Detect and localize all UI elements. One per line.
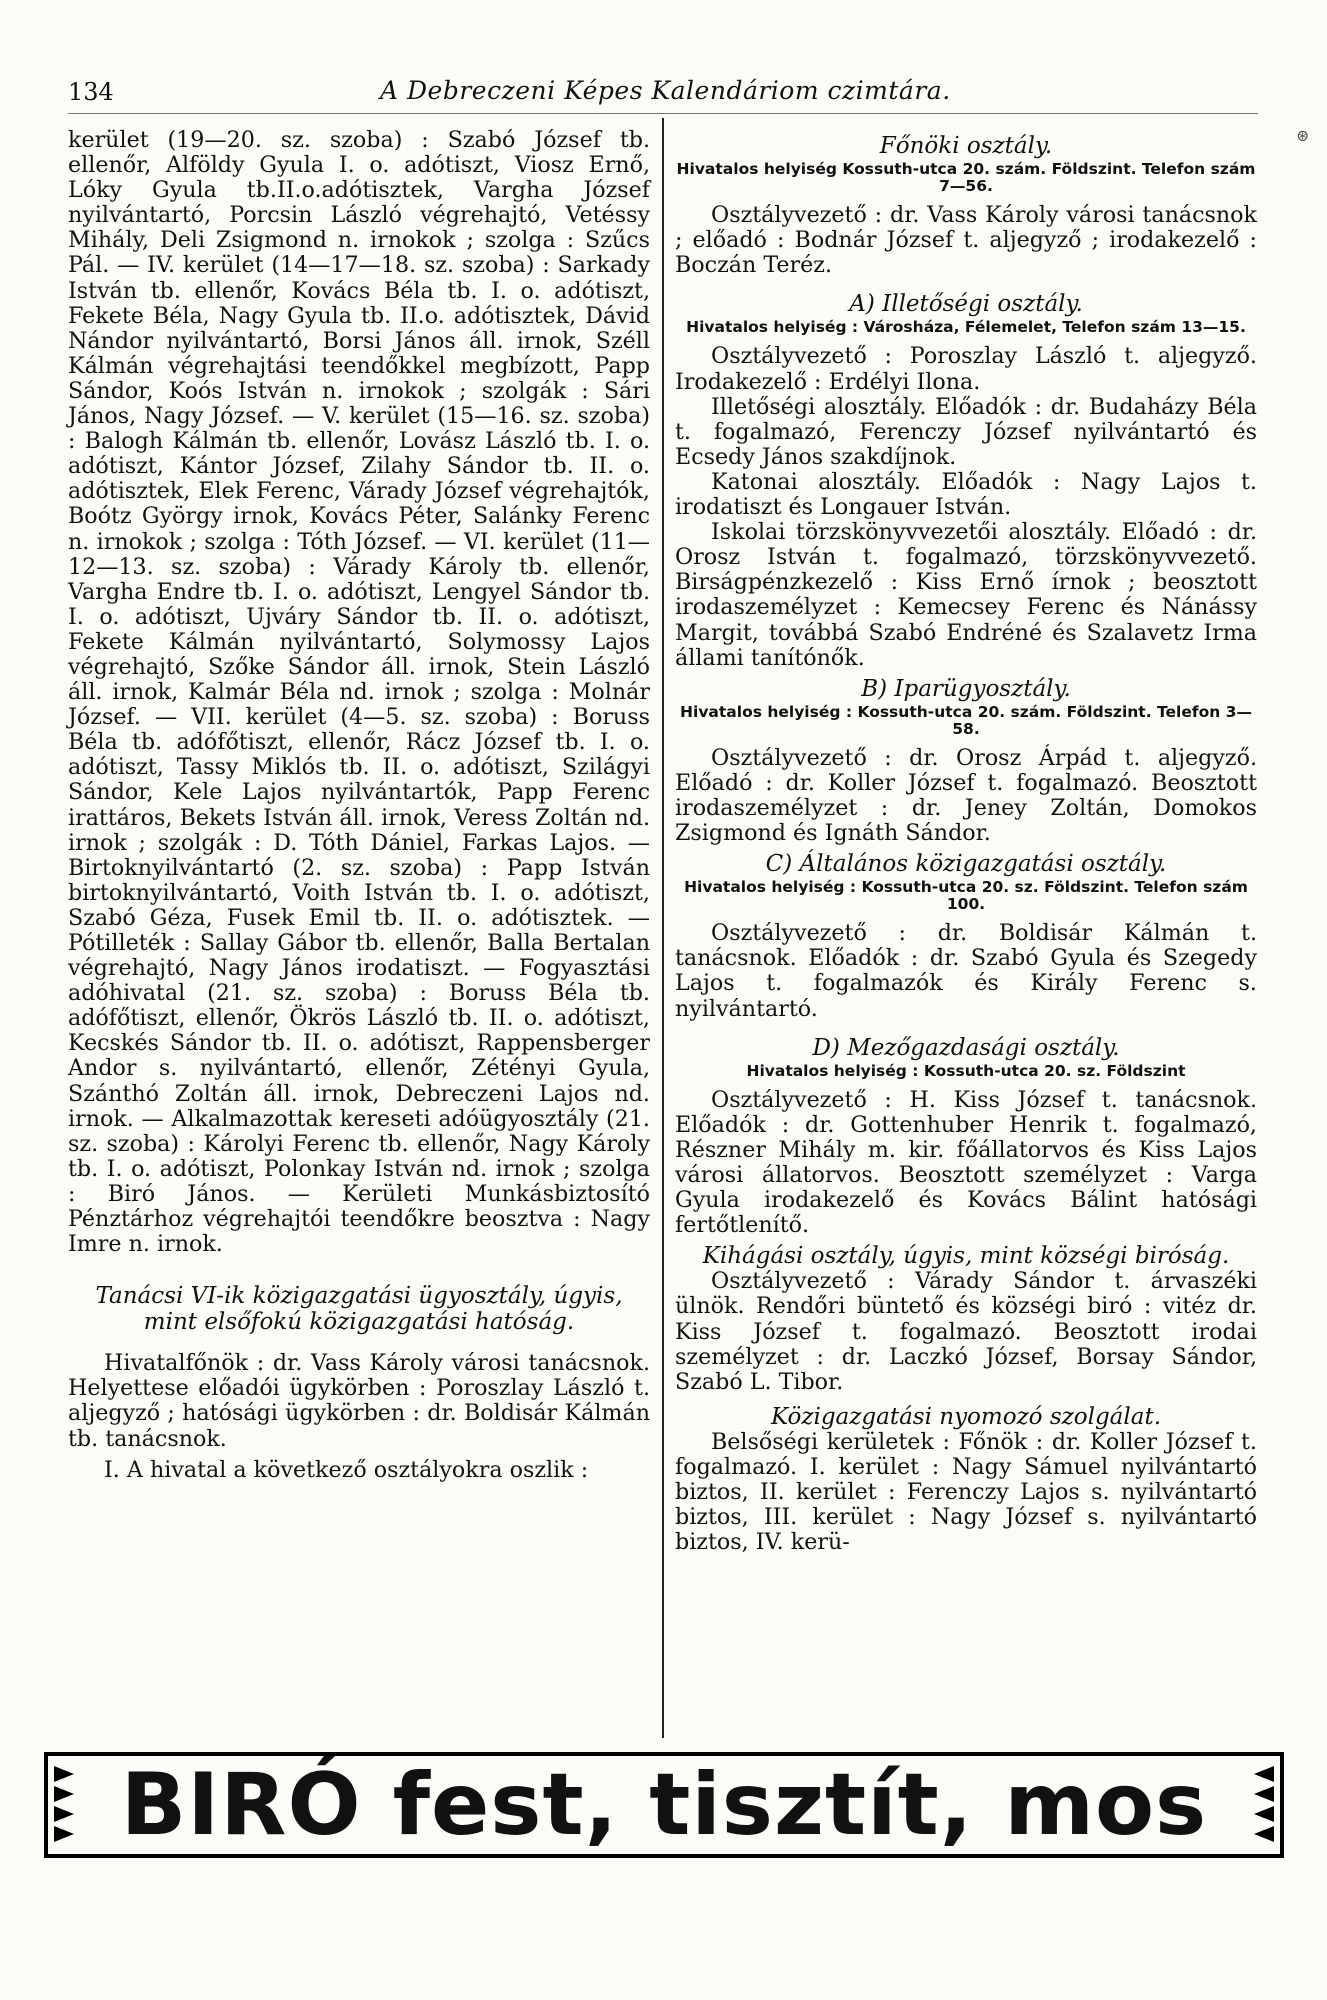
- section-paragraph: Osztályvezető : H. Kiss József t. tanácsnok. Előadók : dr. Gottenhuber Henrik t. fogalmazó, Részner Mihály m. kir. főállatorvos és Kiss Lajos városi állatorvos. Beosztott személyzet : Varga Gyula irodakezelő és Kovács Bálint hatósági fertőtlenítő.: [675, 1086, 1257, 1239]
- section-paragraph: Osztályvezető : Poroszlay László t. aljegyző. Irodakezelő : Erdélyi Ilona.: [675, 343, 1257, 395]
- running-title: A Debreczeni Képes Kalendáriom czimtára.: [380, 76, 951, 105]
- section-illetosegi: [675, 292, 1257, 670]
- section-title: C) Általános közigazgatási osztály.: [765, 851, 1167, 878]
- section-title: D) Mezőgazdasági osztály.: [812, 1034, 1120, 1061]
- section-altalanos: [675, 852, 1257, 1021]
- left-column: [68, 128, 650, 1483]
- arrow-mark-icon: [1254, 1766, 1274, 1844]
- section-paragraph: I. A hivatal a következő osztályokra oszlik :: [104, 1456, 589, 1483]
- header-rule: [68, 113, 1258, 114]
- section-paragraph: Illetőségi alosztály. Előadók : dr. Budaházy Béla t. fogalmazó, Ferenczy József nyilvántartó és Ecsedy János szakdíjnok.: [675, 393, 1257, 470]
- office-info: Hivatalos helyiség : Kossuth-utca 20. sz. Földszint. Telefon szám 100.: [684, 878, 1248, 914]
- column-divider: [662, 118, 664, 1738]
- office-info: Hivatalos helyiség : Kossuth-utca 20. szám. Földszint. Telefon 3—58.: [680, 702, 1252, 738]
- section-title: Közigazgatási nyomozó szolgálat.: [770, 1403, 1162, 1430]
- section-paragraph: Hivatalfőnök : dr. Vass Károly városi tanácsnok. Helyettese előadói ügykörben : Poroszlay László t. aljegyző ; hatósági ügykörben : dr. Boldisár Kálmán tb. tanácsnok.: [68, 1350, 650, 1452]
- section-mezogazdasagi: [675, 1036, 1257, 1239]
- section-title: A) Illetőségi osztály.: [849, 291, 1083, 318]
- section-kihagasi: [675, 1244, 1257, 1395]
- left-paragraph: kerület (19—20. sz. szoba) : Szabó József tb. ellenőr, Alföldy Gyula I. o. adótiszt, Viosz Ernő, Lóky Gyula tb.II.o.adótisztek, Vargha József nyilvántartó, Porcsin László végrehajtó, Vetéssy Mihály, Deli Zsigmond n. irnokok ; szolga : Szűcs Pál. — IV. kerület (14—17—18. sz. szoba) : Sarkady István tb. ellenőr, Kovács Béla tb. I. o. adótiszt, Fekete Béla, Nagy Gyula tb. II.o. adótisztek, Dávid Nándor nyilvántartó, Borsi János áll. irnok, Széll Kálmán végrehajtási teendőkkel megbízott, Papp Sándor, Koós István n. irnokok ; szolgák : Sári János, Nagy József. — V. kerület (15—16. sz. szoba) : Balogh Kálmán tb. ellenőr, Lovász László tb. I. o. adótiszt, Kántor József, Zilahy Sándor tb. II. o. adótisztek, Elek Ferenc, Várady József végrehajtók, Boótz György irnok, Kovács Péter, Salánky Ferenc n. irnokok ; szolga : Tóth József. — VI. kerület (11—12—13. sz. szoba) : Várady Károly tb. ellenőr, Vargha Endre tb. I. o. adótiszt, Lengyel Sándor tb. I. o. adótiszt, Ujváry Sándor tb. II. o. adótiszt, Fekete Kálmán nyilvántartó, Solymossy Lajos végrehajtó, Szőke Sándor áll. irnok, Stein László áll. irnok, Kalmár Béla nd. irnok ; szolga : Molnár József. — VII. kerület (4—5. sz. szoba) : Boruss Béla tb. adófőtiszt, ellenőr, Rácz József tb. I. o. adótiszt, Tassy Miklós tb. II. o. adótiszt, Szilágyi Sándor, Kele Lajos nyilvántartók, Papp Ferenc irattáros, Bekets István áll. irnok, Veress Zoltán nd. irnok ; szolgák : D. Tóth Dániel, Farkas Lajos. — Birtoknyilvántartó (2. sz. szoba) : Papp István birtoknyilvántartó, Voith István tb. I. o. adótiszt, Szabó Géza, Fusek Emil tb. II. o. adótisztek. — Pótilleték : Sallay Gábor tb. ellenőr, Balla Bertalan végrehajtó, Nagy János irodatiszt. — Fogyasztási adóhivatal (21. sz. szoba) : Boruss Béla tb. adófőtiszt, ellenőr, Ökrös László tb. II. o. adótiszt, Kecskés Sándor tb. II. o. adótiszt, Rappensberger Andor s. nyilvántartó, ellenőr, Zétényi Gyula, Szánthó Zoltán áll. irnok, Debreczeni Lajos nd. irnok. — Alkalmazottak kereseti adóügyosztály (21. sz. szoba) : Károlyi Ferenc tb. ellenőr, Nagy Károly tb. I. o. adótiszt, Polonkay István nd. irnok ; szolga : Biró János. — Kerületi Munkásbiztosító Pénztárhoz végrehajtói teendőkre beosztva : Nagy Imre n. irnok.: [68, 127, 650, 1258]
- office-info: Hivatalos helyiség : Városháza, Félemelet, Telefon szám 13—15.: [686, 318, 1246, 337]
- section-paragraph: Katonai alosztály. Előadók : Nagy Lajos t. irodatiszt és Longauer István.: [675, 468, 1257, 521]
- advertisement-banner: [44, 1752, 1284, 1858]
- section-paragraph: Iskolai törzskönyvvezetői alosztály. Előadó : dr. Orosz István t. fogalmazó, törzskönyvvezető. Birságpénzkezelő : Kiss Ernő írnok ; beosztott irodaszemélyzet : Kemecsey Ferenc és Nánássy Margit, továbbá Szabó Endréné és Szalavetz Irma állami tanítónők.: [675, 519, 1257, 671]
- page-corner-mark: ⊛: [1296, 126, 1310, 145]
- section-nyomozo: [675, 1405, 1257, 1556]
- section-title: B) Iparügyosztály.: [861, 675, 1071, 702]
- section-paragraph: Osztályvezető : Várady Sándor t. árvaszéki ülnök. Rendőri büntető és községi biró : vitéz dr. Kiss József t. fogalmazó. Beosztott irodai személyzet : dr. Laczkó József, Borsay Sándor, Szabó L. Tibor.: [675, 1268, 1257, 1395]
- section-paragraph: Osztályvezető : dr. Boldisár Kálmán t. tanácsnok. Előadók : dr. Szabó Gyula és Szegedy Lajos t. fogalmazók és Király Ferenc s. nyilvántartó.: [675, 920, 1257, 1022]
- section-paragraph: Belsőségi kerületek : Főnök : dr. Koller József t. fogalmazó. I. kerület : Nagy Sámuel nyilvántartó biztos, II. kerület : Ferenczy Lajos s. nyilvántartó biztos, III. kerület : Nagy József s. nyilvántartó biztos, IV. kerü-: [675, 1428, 1257, 1556]
- advertisement-text: BIRÓ fest, tisztít, mos: [120, 1755, 1208, 1855]
- section-paragraph: Osztályvezető : dr. Vass Károly városi tanácsnok ; előadó : Bodnár József t. aljegyző ; irodakezelő : Boczán Teréz.: [675, 202, 1257, 279]
- page-number: 134: [68, 78, 114, 106]
- right-column: [675, 128, 1257, 1555]
- office-info: Hivatalos helyiség Kossuth-utca 20. szám. Földszint. Telefon szám 7—56.: [676, 160, 1256, 196]
- office-info: Hivatalos helyiség : Kossuth-utca 20. sz. Földszint: [746, 1061, 1186, 1080]
- section-title: Tanácsi VI-ik közigazgatási ügyosztály, úgyis, mint elsőfokú közigazgatási hatóság.: [95, 1283, 623, 1336]
- section-title: Kihágási osztály, úgyis, mint községi biróság.: [702, 1243, 1230, 1270]
- section-ipar: [675, 677, 1257, 846]
- section-paragraph: Osztályvezető : dr. Orosz Árpád t. aljegyző. Előadó : dr. Koller József t. fogalmazó. Beosztott irodaszemélyzet : dr. Jeney Zoltán, Domokos Zsigmond és Ignáth Sándor.: [675, 744, 1257, 847]
- section-title: Főnöki osztály.: [879, 133, 1053, 159]
- section-fonoki: [675, 134, 1257, 278]
